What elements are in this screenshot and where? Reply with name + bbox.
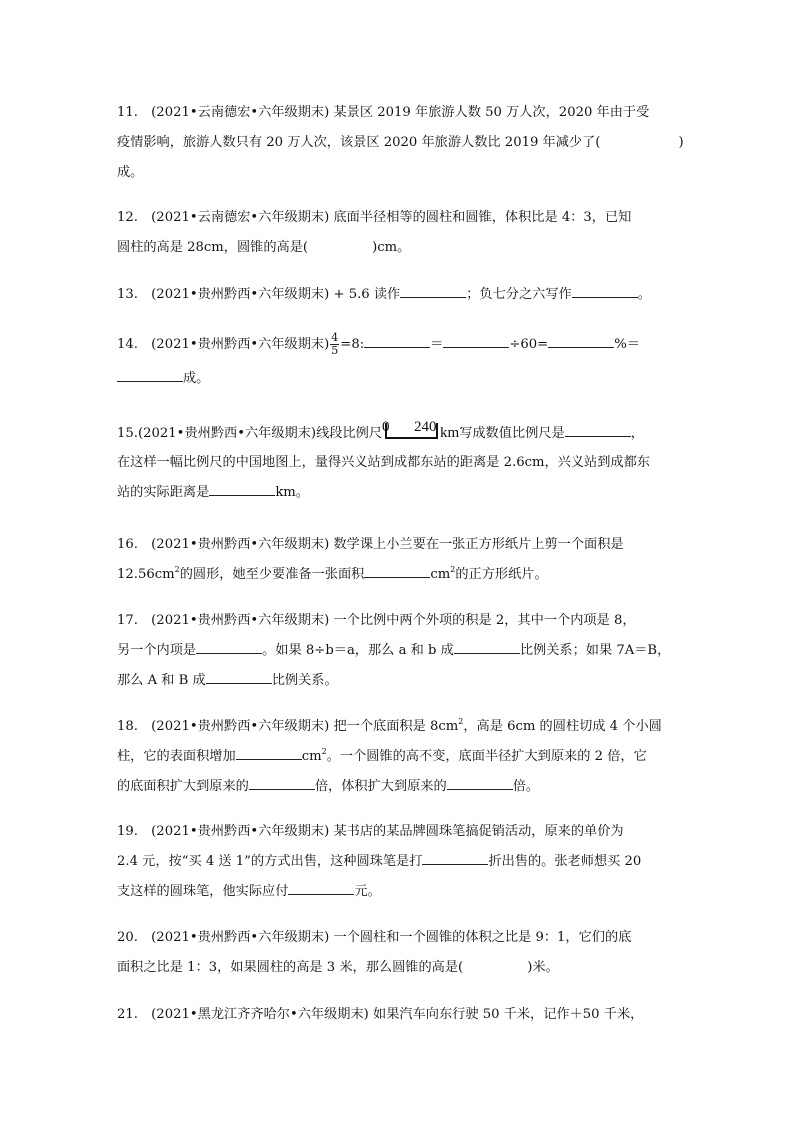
answer-blank[interactable] — [117, 367, 183, 382]
answer-blank[interactable] — [400, 283, 466, 298]
question-text: 面积之比是 1：3，如果圆柱的高是 3 米，那么圆锥的高是( )米。 — [117, 960, 559, 975]
answer-blank[interactable] — [572, 283, 638, 298]
answer-blank[interactable] — [422, 850, 488, 865]
answer-blank[interactable] — [206, 669, 272, 684]
question-text: 2.4 元，按“买 4 送 1”的方式出售，这种圆珠笔是打 折出售的。张老师想买 20 — [117, 847, 687, 877]
question-text: 20. (2021•贵州黔西•六年级期末) 一个圆柱和一个圆锥的体积之比是 9：1，它们的底 — [117, 930, 632, 945]
question-text: 11. (2021•云南德宏•六年级期末) 某景区 2019 年旅游人数 50 万人次，2020 年由于受 — [117, 105, 650, 120]
question-14 — [117, 328, 687, 394]
question-text: 18. (2021•贵州黔西•六年级期末) 把一个底面积是 $8cm^2$，高是 6cm 的圆柱切成 4 个小圆 — [117, 717, 662, 734]
question-20 — [117, 923, 687, 983]
question-text: 站的实际距离是 km。 — [117, 478, 687, 508]
question-text: 16. (2021•贵州黔西•六年级期末) 数学课上小兰要在一张正方形纸片上剪一个面积是 — [117, 537, 624, 552]
answer-blank[interactable] — [443, 333, 509, 348]
answer-blank[interactable] — [565, 422, 631, 437]
question-19 — [117, 817, 687, 907]
question-text: 12. (2021•云南德宏•六年级期末) 底面半径相等的圆柱和圆锥，体积比是 4：3，已知 — [117, 210, 632, 225]
answer-blank[interactable] — [364, 563, 430, 578]
scale-unit: km — [440, 425, 460, 441]
question-text: 的底面积扩大到原来的 倍，体积扩大到原来的 倍。 — [117, 772, 687, 802]
answer-blank[interactable] — [249, 775, 315, 790]
question-text: 圆柱的高是 28cm，圆锥的高是( )cm。 — [117, 240, 411, 255]
fraction: $\frac{4}{5}$ — [331, 331, 339, 357]
answer-blank[interactable] — [236, 745, 302, 760]
question-13 — [117, 280, 687, 310]
answer-blank[interactable] — [447, 775, 513, 790]
question-12 — [117, 203, 687, 263]
question-text: 19. (2021•贵州黔西•六年级期末) 某书店的某品牌圆珠笔搞促销活动，原来的单价为 — [117, 824, 624, 839]
answer-blank[interactable] — [288, 880, 354, 895]
question-15 — [117, 418, 687, 508]
question-text: 14. (2021•贵州黔西•六年级期末) $\frac{4}{5}$ =8: ＝ ÷60= %＝ — [117, 331, 640, 357]
question-text: 成。 — [117, 364, 687, 394]
question-18 — [117, 712, 687, 802]
question-text: 疫情影响，旅游人数只有 20 万人次，该景区 2020 年旅游人数比 2019 年减少了( ) — [117, 135, 684, 150]
answer-blank[interactable] — [548, 333, 614, 348]
question-text: 成。 — [117, 165, 144, 180]
question-text: 柱，它的表面积增加 $cm^2$。一个圆锥的高不变，底面半径扩大到原来的 2 倍，它 — [117, 747, 647, 764]
question-21 — [117, 1000, 687, 1030]
answer-blank[interactable] — [209, 481, 275, 496]
question-text: 13. (2021•贵州黔西•六年级期末) + 5.6 读作 ；负七分之六写作 。 — [117, 280, 687, 310]
answer-blank[interactable] — [196, 639, 262, 654]
question-text: 另一个内项是 。如果 8÷b＝a，那么 a 和 b 成 比例关系；如果 7A＝B， — [117, 636, 687, 666]
question-11 — [117, 98, 687, 188]
question-17 — [117, 606, 687, 696]
scale-bar: 0 240 — [382, 419, 440, 441]
answer-blank[interactable] — [364, 333, 430, 348]
question-text: 那么 A 和 B 成 比例关系。 — [117, 666, 687, 696]
question-text: 在这样一幅比例尺的中国地图上，量得兴义站到成都东站的距离是 2.6cm，兴义站到成都东 — [117, 455, 650, 470]
question-text: $12.56cm^2$的圆形，她至少要准备一张面积 $cm^2$的正方形纸片。 — [117, 565, 548, 582]
question-16 — [117, 530, 687, 590]
question-text: 15.(2021•贵州黔西•六年级期末)线段比例尺 0 240 km写成数值比例尺是 ， — [117, 419, 644, 441]
answer-blank[interactable] — [454, 639, 520, 654]
question-text: 17. (2021•贵州黔西•六年级期末) 一个比例中两个外项的积是 2，其中一个内项是 8， — [117, 613, 636, 628]
question-text: 支这样的圆珠笔，他实际应付 元。 — [117, 877, 687, 907]
question-text: 21. (2021•黑龙江齐齐哈尔•六年级期末) 如果汽车向东行驶 50 千米，记作＋50 千米， — [117, 1007, 644, 1022]
